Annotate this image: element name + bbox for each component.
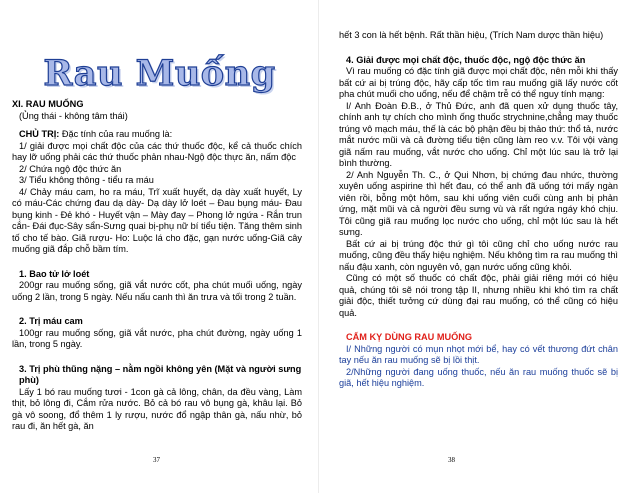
remedy-1-body: 200gr rau muống sống, giã vắt nước cốt, pha chút muối uống, ngày uống 2 lần, trong 5 ngày. Nếu nấu canh thì ăn trưa và tối trong 2 tuần.: [12, 280, 302, 302]
remedy-2-title: 2. Trị máu cam: [19, 316, 83, 326]
caution-item-2: 2/Những người đang uống thuốc, nếu ăn rau muống thuốc sẽ bị giã, hết hiệu nghiệm.: [339, 366, 618, 388]
indication-3: 3/ Tiểu không thông - tiểu ra máu: [19, 175, 154, 185]
indication-2: 2/ Chứa ngộ độc thức ăn: [19, 163, 122, 174]
section-subtitle: (Ủng thái - không tâm thái): [19, 110, 128, 121]
right-column: [339, 30, 618, 390]
caution-title: CẤM KỴ DÙNG RAU MUỐNG: [346, 332, 473, 342]
indications-intro: Đặc tính của rau muống là:: [59, 129, 173, 139]
page-number-right: 38: [448, 456, 455, 464]
remedy-2-body: 100gr rau muống sống, giã vắt nước, pha chút đường, ngày uống 1 lần, trong 5 ngày.: [12, 327, 302, 349]
continuation-text: hết 3 con là hết bệnh. Rất thần hiệu, (Trích Nam dược thần hiệu): [339, 30, 604, 40]
indication-4: 4/ Chảy máu cam, ho ra máu, Trĩ xuất huyết, dạ dày xuất huyết, Ly có máu-Các chứng đau dạ dày- Dạ dày lở loét – Đau bụng máu- Đau bụng kinh - Đẻ khó - Huyết vận – Mày đay – Phong lở ngứa - Rắn trun cắn- Đái đục-Sây sẩn-Sưng quai bị-phụ nữ bí tiểu tiện. Tăng thêm sinh tố cho tế bào. Giã rượu- Ho: Luộc lá cho đặc, gạn nước uống-Giã cây muống giã đắp chỗ bầm tím.: [12, 186, 302, 254]
indication-1: 1/ giải được mọi chất độc của các thứ thuốc độc, kể cả thuốc chích hay lỡ uống phải các thứ thuốc phản nhau-Ngộ độc thực ăn, nấm độc: [12, 140, 302, 162]
remedy-3-title: 3. Trị phù thũng nặng – nằm ngồi không yên (Mặt và người sưng phù): [19, 363, 302, 385]
section-4-paragraph-3: 2/ Anh Nguyễn Th. C., ở Qui Nhơn, bị chứng đau nhức, thường xuyên uống aspirine thì hết đau, có thể anh đã uống tới mấy ngàn viên rồi, bỗng một hôm, sau khi uống viên cuối cùng anh bị phản ứng, mặt mũi và cả người đều sưng vù và rất ngứa ngáy khó chịu. Tôi cũng giã rau muống lọc nước cho uống, chỉ một lúc sau là hết sưng.: [339, 169, 618, 237]
page-number-left: 37: [153, 456, 160, 464]
indications-heading: CHỦ TRỊ:: [19, 129, 60, 139]
section-4-paragraph-1: Vì rau muống có đặc tính giã được mọi chất độc, nên mỗi khi thấy bất cứ ai bị trúng độc, hãy cấp tốc tìm rau muống giã lấy nước cốt pha chút muối cho uống, nếu để chậm trễ có thể nguy tính mạng:: [339, 66, 618, 99]
indications-intro-line: [12, 129, 302, 141]
section-heading: XI. RAU MUỐNG: [12, 99, 84, 109]
caution-item-1: I/ Những người có mụn nhọt mới bể, hay có vết thương đứt chân tay nếu ăn rau muống sẽ bị lồi thịt.: [339, 343, 618, 365]
section-4-title: 4. Giải được mọi chất độc, thuốc độc, ngộ độc thức ăn: [346, 54, 586, 65]
section-4-paragraph-5: Cũng có một số thuốc có chất độc, phải giải riêng mới có hiệu quả, chúng tôi sẽ nói trong tập II, nhưng nhiều khi khó tìm ra chất giải độc, thiết tưởng cứ dùng đại rau muống, có thể cũng có hiệu quả.: [339, 273, 618, 318]
remedy-3-body: Lấy 1 bó rau muống tươi - 1con gà cả lông, chân, da đều vàng, Làm thịt, bỏ lông đi, Cắm rửa nước. Bỏ cả bó rau vô bụng gà, khâu lại. Bỏ gà vô soong, đổ thêm 1 ly rượu, nước đổ ngập thân gà, nấu nhừ, bỏ rau đi, ăn hết gà, ăn: [12, 386, 302, 431]
page-title: Rau Muống: [43, 53, 276, 94]
remedy-1-title: 1. Bao tử lở loét: [19, 268, 90, 279]
section-4-paragraph-2: I/ Anh Đoàn Đ.B., ở Thủ Đức, anh đã quen xử dụng thuốc tây, chính anh tự chích cho mình ống thuốc strychnine,chẳng may thuốc trúng vô mạch máu, thế là các bộ phận đều bị thảo thứ: thổ tả, nước mắt nước mũi và cả đường tiểu tiện cũng làm reo v.v. Tôi vội vàng giã nấm rau muống, vắt nước cho uống. Chỉ một lúc sau là trở lại bình thường.: [339, 100, 618, 168]
left-column: [12, 99, 302, 433]
section-4-paragraph-4: Bất cứ ai bị trúng độc thứ gì tôi cũng chỉ cho uống nước rau muống, cũng đều thấy hiệu nghiệm. Nếu không tìm ra rau muống thì nấu đậu xanh, còn nguyên vỏ, gạn nước uống cũng khỏi.: [339, 238, 618, 272]
